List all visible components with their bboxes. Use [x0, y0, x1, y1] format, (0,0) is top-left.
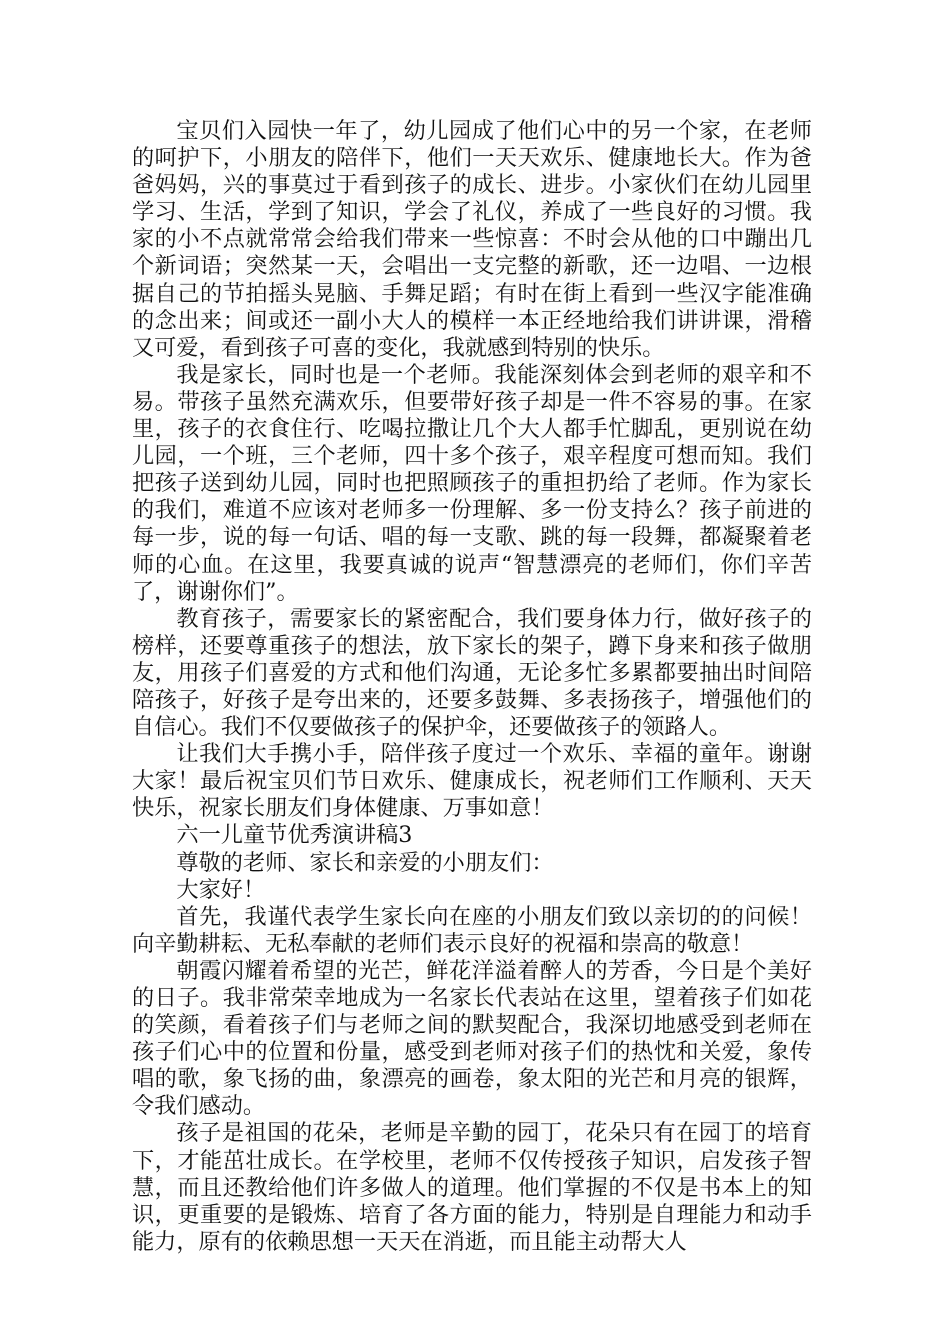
paragraph-3: 教育孩子，需要家长的紧密配合，我们要身体力行，做好孩子的榜样，还要尊重孩子的想法，放下家长的架子，蹲下身来和孩子做朋友，用孩子们喜爱的方式和他们沟通，无论多忙多累都要抽出时间陪陪孩子，好孩子是夸出来的，还要多鼓舞、多表扬孩子，增强他们的自信心。我们不仅要做孩子的保护伞，还要做孩子的领路人。	[132, 605, 812, 741]
section-heading: 六一儿童节优秀演讲稿3	[176, 822, 413, 849]
paragraph-2: 我是家长，同时也是一个老师。我能深刻体会到老师的艰辛和不易。带孩子虽然充满欢乐，但要带好孩子却是一件不容易的事。在家里，孩子的衣食住行、吃喝拉撒让几个大人都手忙脚乱，更别说在幼儿园，一个班，三个老师，四十多个孩子，艰辛程度可想而知。我们把孩子送到幼儿园，同时也把照顾孩子的重担扔给了老师。作为家长的我们，难道不应该对老师多一份理解、多一份支持么？孩子前进的每一步，说的每一句话、唱的每一支歌、跳的每一段舞，都凝聚着老师的心血。在这里，我要真诚的说声“智慧漂亮的老师们，你们辛苦了，谢谢你们”。	[132, 361, 812, 605]
document-page	[132, 118, 812, 1256]
paragraph-1: 宝贝们入园快一年了，幼儿园成了他们心中的另一个家，在老师的呵护下，小朋友的陪伴下，他们一天天欢乐、健康地长大。作为爸爸妈妈，兴的事莫过于看到孩子的成长、进步。小家伙们在幼儿园里学习、生活，学到了知识，学会了礼仪，养成了一些良好的习惯。我家的小不点就常常会给我们带来一些惊喜：不时会从他的口中蹦出几个新词语；突然某一天，会唱出一支完整的新歌，还一边唱、一边根据自己的节拍摇头晃脑、手舞足蹈；有时在街上看到一些汉字能准确的念出来；间或还一副小大人的模样一本正经地给我们讲讲课，滑稽又可爱，看到孩子可喜的变化，我就感到特别的快乐。	[132, 118, 812, 361]
paragraph-7: 孩子是祖国的花朵，老师是辛勤的园丁，花朵只有在园丁的培育下，才能茁壮成长。在学校里，老师不仅传授孩子知识，启发孩子智慧，而且还教给他们许多做人的道理。他们掌握的不仅是书本上的知识，更重要的是锻炼、培育了各方面的能力，特别是自理能力和动手能力，原有的依赖思想一天天在消逝，而且能主动帮大人	[132, 1120, 812, 1255]
greeting: 大家好！	[176, 876, 266, 903]
paragraph-4: 让我们大手携小手，陪伴孩子度过一个欢乐、幸福的童年。谢谢大家！最后祝宝贝们节日欢乐、健康成长，祝老师们工作顺利、天天快乐，祝家长朋友们身体健康、万事如意！	[132, 741, 812, 822]
paragraph-6: 朝霞闪耀着希望的光芒，鲜花洋溢着醉人的芳香，今日是个美好的日子。我非常荣幸地成为一名家长代表站在这里，望着孩子们如花的笑颜，看着孩子们与老师之间的默契配合，我深切地感受到老师在孩子们心中的位置和份量，感受到老师对孩子们的热忱和关爱，象传唱的歌，象飞扬的曲，象漂亮的画卷，象太阳的光芒和月亮的银辉，令我们感动。	[132, 957, 812, 1120]
salutation: 尊敬的老师、家长和亲爱的小朋友们：	[176, 849, 554, 876]
paragraph-5: 首先，我谨代表学生家长向在座的小朋友们致以亲切的的问候！向辛勤耕耘、无私奉献的老师们表示良好的祝福和崇高的敬意！	[132, 903, 812, 957]
